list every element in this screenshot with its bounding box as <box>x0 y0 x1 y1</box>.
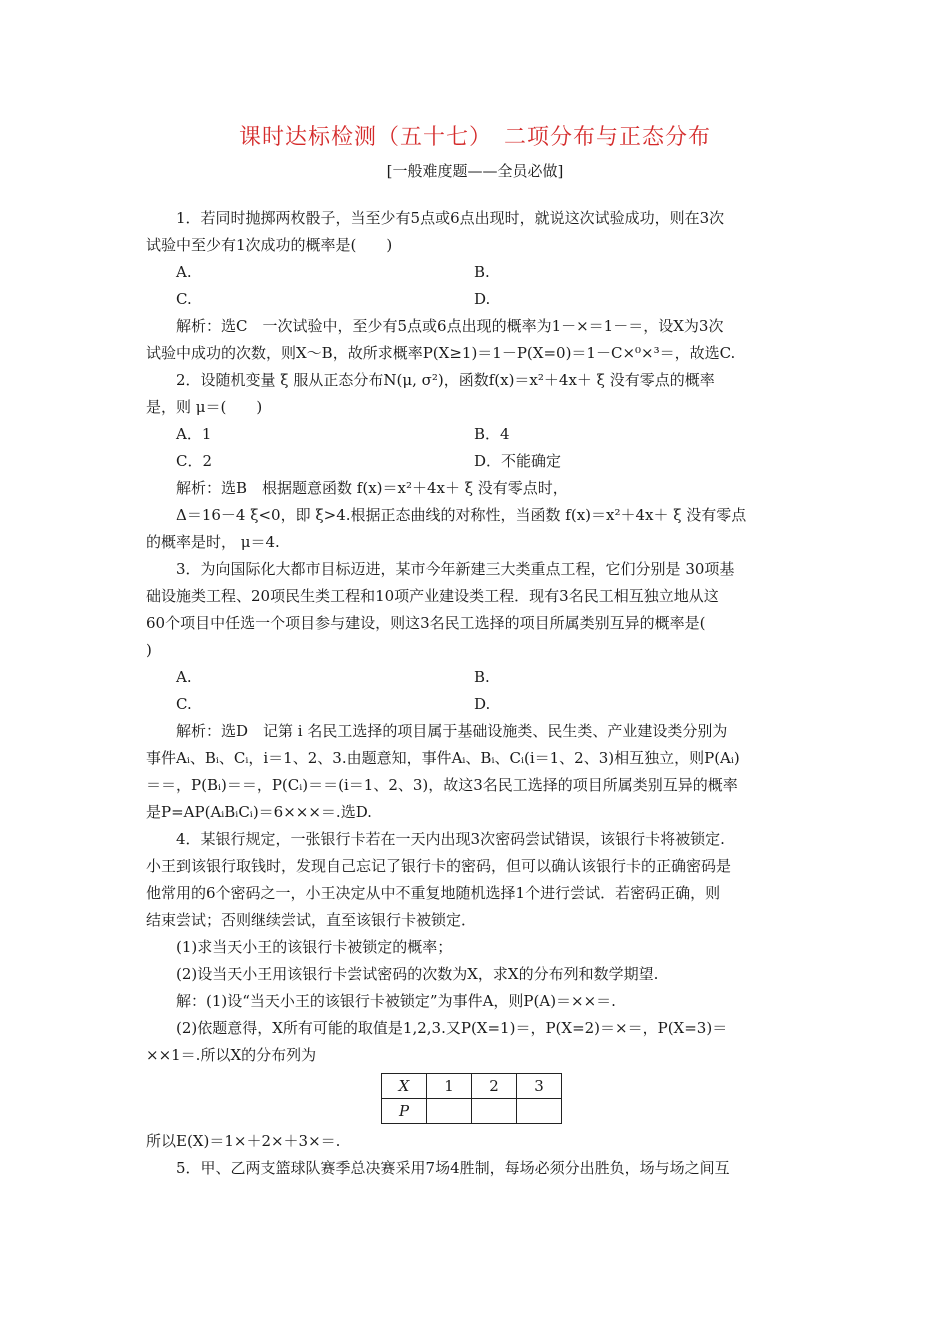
question-3-line: 60个项目中任选一个项目参与建设，则这3名民工选择的项目所属类别互异的概率是( <box>146 614 706 632</box>
question-3-options-row <box>146 691 806 718</box>
question-2-options-row <box>146 448 806 475</box>
solution-3-line: 解析：选D 记第 i 名民工选择的项目属于基础设施类、民生类、产业建设类分别为 <box>176 722 728 740</box>
solution-4-line: 解：(1)设“当天小王的该银行卡被锁定”为事件A，则P(A)＝××＝. <box>176 992 616 1010</box>
question-3-line: ) <box>146 641 152 659</box>
question-1-line: 1．若同时抛掷两枚骰子，当至少有5点或6点出现时，就说这次试验成功，则在3次 <box>176 209 725 227</box>
table-cell: P <box>382 1099 427 1124</box>
question-1-line: 试验中至少有1次成功的概率是( ) <box>146 236 393 254</box>
table-row <box>382 1099 562 1124</box>
question-4-part-1: (1)求当天小王的该银行卡被锁定的概率； <box>176 938 453 956</box>
option-c: C. <box>176 695 192 713</box>
solution-1-line: 试验中成功的次数，则X～B，故所求概率P(X≥1)＝1－P(X=0)＝1－C×⁰×³＝，故选C. <box>146 344 736 362</box>
option-d: D. <box>474 695 491 713</box>
solution-4-line: 所以E(X)＝1×＋2×＋3×＝. <box>146 1132 341 1150</box>
question-3-options-row <box>146 664 806 691</box>
question-2-options-row <box>146 421 806 448</box>
option-b: B．4 <box>474 425 510 443</box>
question-1-options-row <box>146 286 806 313</box>
page-title: 课时达标检测（五十七） 二项分布与正态分布 <box>238 125 711 150</box>
option-b: B. <box>474 263 490 281</box>
table-row <box>382 1074 562 1099</box>
table-cell: 3 <box>517 1074 562 1099</box>
table-cell <box>472 1099 517 1124</box>
option-a: A. <box>176 263 192 281</box>
option-a: A．1 <box>176 425 212 443</box>
page-subtitle: [一般难度题——全员必做] <box>386 162 564 180</box>
solution-2-line: 解析：选B 根据题意函数 f(x)＝x²＋4x＋ ξ 没有零点时， <box>176 479 568 497</box>
question-2-line: 是，则 μ＝( ) <box>146 398 263 416</box>
option-b: B. <box>474 668 490 686</box>
question-3-line: 3．为向国际化大都市目标迈进，某市今年新建三大类重点工程，它们分别是 30项基 <box>176 560 735 578</box>
option-d: D．不能确定 <box>474 452 562 470</box>
question-1-options-row <box>146 259 806 286</box>
solution-2-line: Δ＝16－4 ξ<0，即 ξ>4.根据正态曲线的对称性，当函数 f(x)＝x²＋4x＋ ξ 没有零点 <box>176 506 747 524</box>
question-4-line: 小王到该银行取钱时，发现自己忘记了银行卡的密码，但可以确认该银行卡的正确密码是 <box>146 857 732 875</box>
question-5-line: 5．甲、乙两支篮球队赛季总决赛采用7场4胜制，每场必须分出胜负，场与场之间互 <box>176 1159 730 1177</box>
table-cell <box>517 1099 562 1124</box>
solution-4-line: (2)依题意得，X所有可能的取值是1,2,3.又P(X=1)＝，P(X=2)＝×＝，P(X=3)＝ <box>176 1019 728 1037</box>
distribution-table <box>381 1073 562 1124</box>
question-4-line: 他常用的6个密码之一，小王决定从中不重复地随机选择1个进行尝试．若密码正确，则 <box>146 884 721 902</box>
question-3-line: 础设施类工程、20项民生类工程和10项产业建设类工程．现有3名民工相互独立地从这 <box>146 587 719 605</box>
option-a: A. <box>176 668 192 686</box>
solution-3-line: 事件Aᵢ、Bᵢ、Cᵢ，i＝1、2、3.由题意知，事件Aᵢ、Bᵢ、Cᵢ(i＝1、2、3)相互独立，则P(Aᵢ) <box>146 749 740 767</box>
option-c: C. <box>176 290 192 308</box>
option-d: D. <box>474 290 491 308</box>
solution-1-line: 解析：选C 一次试验中，至少有5点或6点出现的概率为1－×＝1－＝，设X为3次 <box>176 317 724 335</box>
table-cell: 1 <box>427 1074 472 1099</box>
solution-4-line: ××1＝.所以X的分布列为 <box>146 1046 317 1064</box>
question-4-line: 结束尝试；否则继续尝试，直至该银行卡被锁定． <box>146 911 477 929</box>
solution-3-line: 是P=AP(AᵢBᵢCᵢ)＝6×××＝.选D. <box>146 803 372 821</box>
solution-3-line: ＝＝，P(Bᵢ)＝＝，P(Cᵢ)＝＝(i＝1、2、3)，故这3名民工选择的项目所属类别互异的概率 <box>146 776 738 794</box>
solution-2-line: 的概率是时， μ＝4. <box>146 533 280 551</box>
table-cell: X <box>382 1074 427 1099</box>
table-cell: 2 <box>472 1074 517 1099</box>
table-cell <box>427 1099 472 1124</box>
option-c: C．2 <box>176 452 213 470</box>
question-4-line: 4．某银行规定，一张银行卡若在一天内出现3次密码尝试错误，该银行卡将被锁定. <box>176 830 725 848</box>
question-2-line: 2．设随机变量 ξ 服从正态分布N(μ, σ²)，函数f(x)＝x²＋4x＋ ξ 没有零点的概率 <box>176 371 715 389</box>
document-body <box>146 205 806 1182</box>
question-4-part-2: (2)设当天小王用该银行卡尝试密码的次数为X，求X的分布列和数学期望. <box>176 965 659 983</box>
